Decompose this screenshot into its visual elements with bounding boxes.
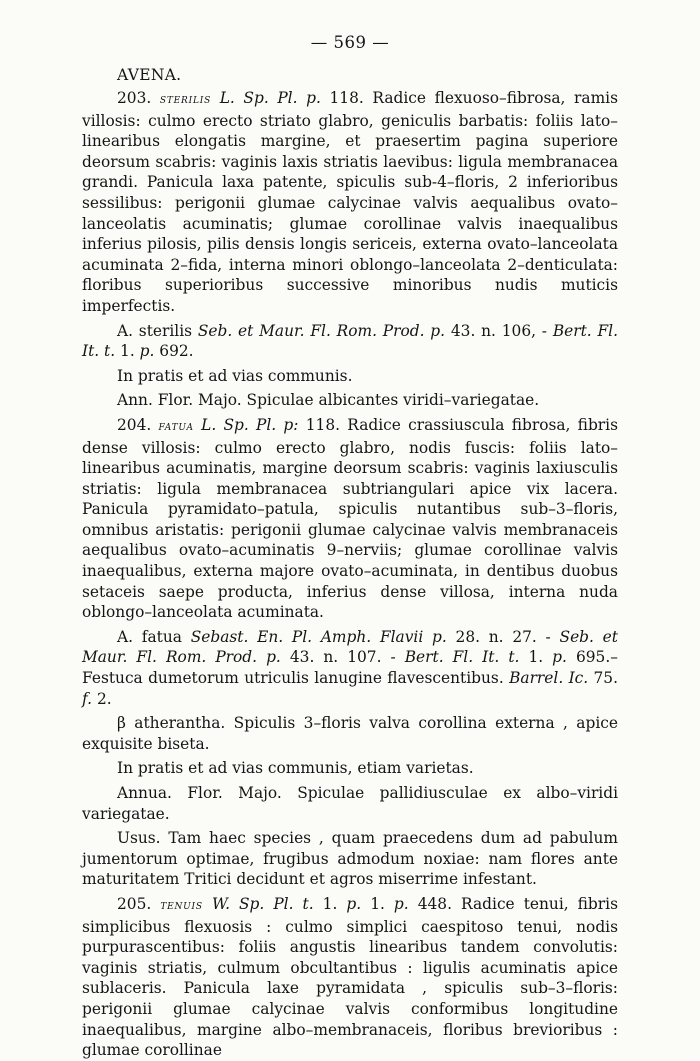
species-204-reference-page: 118.: [305, 415, 341, 434]
species-204-habitat: In pratis et ad vias communis, etiam varietas.: [117, 759, 474, 778]
species-204-synonymy: [82, 627, 618, 709]
species-205-description: [82, 894, 618, 1061]
species-204-synonym-ref-2: Seb. et Maur. Fl. Rom. Prod. p.: [82, 627, 618, 667]
species-205-reference-p: p.: [346, 894, 362, 913]
species-204-synonym-f-num: 2.: [96, 689, 112, 708]
species-204-number: 204.: [117, 415, 152, 434]
species-204-synonym-ref-1: Sebast. En. Pl. Amph. Flavii p.: [190, 627, 447, 646]
species-204-synonym-festuca: Festuca dumetorum utriculis lanugine flavescentibus.: [82, 669, 504, 688]
species-203-synonym-name: A. sterilis: [117, 321, 193, 340]
species-203-diagnosis: Radice flexuoso–fibrosa, ramis villosis: culmo erecto striato glabro, geniculis barbatis: foliis lato–linearibus elongatis margine, et praesertim pagina superiore deorsum scabris: vaginis laxis striatis laevibus: ligula membranacea grandi. Panicula laxa patente, spiculis sub-4–floris, 2 inferioribus sessilibus: perigonii glumae calycinae valvis aequalibus ovato–lanceolatis acuminatis; glumae corollinae valvis inaequalibus inferius pilosis, pilis densis longis sericeis, externa ovato–lanceolata acuminata 2–fida, interna minori oblongo–lanceolata 2–denticulata: floribus superioribus successive minoribus nudis muticis imperfectis.: [82, 89, 618, 315]
species-203-habitat: In pratis et ad vias communis.: [117, 366, 353, 385]
species-203-name: sterilis: [159, 92, 212, 107]
species-204-synonym-num-3: 1.: [528, 648, 544, 667]
species-204-synonym-num-2: 43. n. 107. -: [289, 648, 396, 667]
species-204-synonym-name: A. fatua: [117, 627, 182, 646]
species-204-synonym-num-4: 75.: [593, 669, 618, 688]
species-204-synonym-ref-3: Bert. Fl. It. t.: [404, 648, 520, 667]
species-204-variety: β atherantha. Spiculis 3–floris valva corollina externa , apice exquisite biseta.: [82, 714, 618, 753]
species-204-synonym-f: f.: [82, 689, 93, 708]
species-204-synonym-num-1: 28. n. 27. -: [455, 627, 551, 646]
species-204-reference: L. Sp. Pl. p:: [201, 415, 299, 434]
genus-heading: AVENA.: [117, 66, 182, 84]
species-203-synonym-page: 692.: [159, 342, 194, 361]
species-204-synonym-p-3: p.: [552, 648, 567, 667]
species-204-synonym-page-3: 695.–: [575, 648, 618, 667]
species-205-reference-page-1: 1.: [370, 894, 385, 913]
species-203-flowering: Ann. Flor. Majo. Spiculae albicantes viridi–variegatae.: [117, 391, 540, 410]
species-203-reference: L. Sp. Pl. p.: [219, 89, 321, 107]
species-205-reference: W. Sp. Pl. t.: [211, 894, 314, 913]
species-205-reference-num: 1.: [322, 894, 338, 913]
species-204-flowering: Annua. Flor. Majo. Spiculae pallidiusculae ex albo–viridi variegatae.: [82, 784, 618, 823]
species-203-synonym-number: 43. n. 106, -: [450, 321, 548, 340]
species-204-diagnosis: Radice crassiuscula fibrosa, fibris dense villosis: culmo erecto glabro, nodis fuscis: foliis lato–linearibus acuminatis, margine deorsum scabris: vaginis laxiusculis striatis: ligula membranacea subtriangulari apice vix lacera. Panicula pyramidato–patula, spiculis nutantibus sub–3–floris, omnibus aristatis: perigonii glumae calycinae valvis membranaceis aequalibus ovato–acuminatis 9–nerviis; glumae corollinae valvis inaequalibus, externa majore ovato–acuminata, in dentibus duobus setaceis saepe producta, inferius dense villosa, interna nuda oblongo–lanceolata acuminata.: [82, 415, 618, 622]
species-203-synonym-reference-2: Bert. Fl. It. t.: [82, 321, 618, 361]
species-203-synonym-number-2: 1.: [120, 342, 135, 361]
species-203-synonymy: [82, 321, 618, 362]
species-205-diagnosis: Radice tenui, fibris simplicibus flexuosis : culmo simplici caespitoso tenui, nodis purpurascentibus: foliis angustis linearibus tandem convolutis: vaginis striatis, culmum obcultantibus : ligulis acuminatis apice sublaceris. Panicula laxe pyramidata , spiculis sub–3–floris: perigonii glumae calycinae valvis conformibus longitudine inaequalibus, margine albo–membranaceis, floribus brevioribus : glumae corollinae: [82, 894, 618, 1060]
species-203-synonym-reference: Seb. et Maur. Fl. Rom. Prod. p.: [197, 321, 446, 340]
species-203-description: [82, 88, 618, 317]
species-205-reference-page-2: 448.: [417, 894, 452, 913]
species-205-number: 205.: [117, 894, 152, 913]
species-203-reference-page: 118.: [329, 89, 364, 107]
species-203-synonym-p: p.: [139, 342, 155, 361]
species-203-number: 203.: [117, 89, 152, 107]
species-205-reference-p-2: p.: [393, 894, 409, 913]
species-204-usus: Usus. Tam haec species , quam praecedens dum ad pabulum jumentorum optimae, frugibus admodum noxiae: nam flores ante maturitatem Tritici decidunt et agros miserrime infestant.: [82, 829, 618, 889]
page-number: — 569 —: [310, 33, 390, 52]
species-204-synonym-ref-4: Barrel. Ic.: [509, 669, 589, 688]
species-204-description: [82, 415, 618, 623]
species-205-name: tenuis: [160, 897, 203, 913]
species-204-name: fatua: [158, 418, 194, 434]
